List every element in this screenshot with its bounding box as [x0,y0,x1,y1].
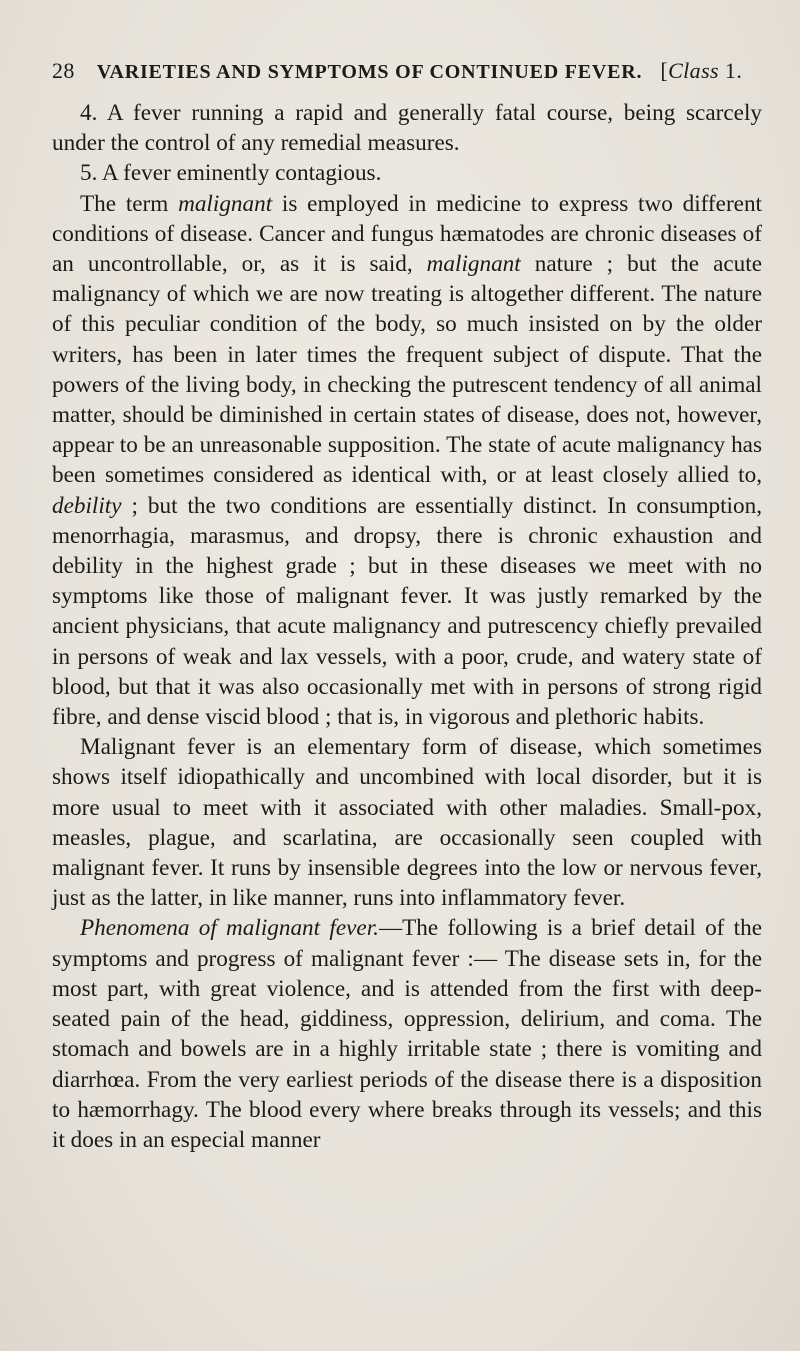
text-run: The term [80,190,179,217]
text-run: —The following is a brief detail of the symptoms and progress of malignant fever :— The disease sets in, for the most part, with great violence, and is attended from the first with deep-seated pain of the head, giddiness, oppression, delirium, and coma. The stomach and bowels are in a highly irritable state ; there is vomiting and diarrhœa. From the very earliest periods of the disease there is a disposition to hæmorrhagy. The blood every where breaks through its vessels; and this it does in an especial manner [52,915,762,1153]
italic-term: debility [52,492,122,519]
class-number: 1. [724,58,743,83]
text-run: is employed in medicine to express two different conditions of disease. Cancer and fungus hæmatodes are chronic diseases of an uncontrollable, or, as it is said, [52,190,762,278]
paragraph-phenomena [52,913,762,1155]
class-bracket: [ [660,58,669,83]
paragraph-malignant-term [52,189,762,733]
class-label [660,58,742,84]
page-number: 28 [52,58,75,83]
body-text [52,98,762,1155]
text-run: ; but the two conditions are essentially distinct. In consumption, menorrhagia, marasmus, and dropsy, there is chronic exhaustion and debility in the highest grade ; but in these diseases we meet with no symptoms like those of malignant fever. It was justly remarked by the ancient physicians, that acute malignancy and putrescency chiefly prevailed in persons of weak and lax vessels, with a poor, crude, and watery state of blood, but that it was also occasionally met with in persons of strong rigid fibre, and dense viscid blood ; that is, in vigorous and plethoric habits. [52,492,762,731]
running-head [52,58,762,84]
paragraph-item-5: 5. A fever eminently contagious. [80,160,382,187]
paragraph-elementary-form: Malignant fever is an elementary form of disease, which sometimes shows itself idiopathically and uncombined with local disorder, but it is more usual to meet with it associated with other maladies. Small-pox, measles, plague, and scarlatina, are occasionally seen coupled with malignant fever. It runs by insensible degrees into the low or nervous fever, just as the latter, in like manner, runs into inflammatory fever. [52,734,762,912]
paragraph-item-4: 4. A fever running a rapid and generally fatal course, being scarcely under the control of any remedial measures. [52,100,762,157]
class-word: Class [668,58,720,83]
running-title: VARIETIES AND SYMPTOMS OF CONTINUED FEVER. [96,61,643,83]
text-run: nature ; but the acute malignancy of which we are now treating is altogether different. The nature of this peculiar condition of the body, so much insisted on by the older writers, has been in later times the frequent subject of dispute. That the powers of the living body, in checking the putrescent tendency of all animal matter, should be diminished in certain states of disease, does not, however, appear to be an unreasonable supposition. The state of acute malignancy has been sometimes considered as identical with, or at least closely allied to, [52,251,763,489]
italic-term: malignant [426,251,521,278]
italic-term: malignant [178,190,273,217]
section-heading: Phenomena of malignant fever. [80,915,379,942]
